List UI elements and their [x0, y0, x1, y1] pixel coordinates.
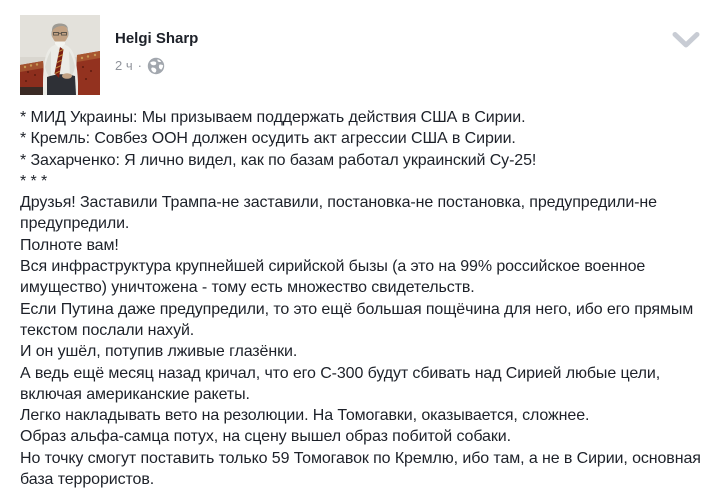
post-text-line: Вся инфраструктура крупнейшей сирийской бызы (а это на 99% российское военное имущество) уничтожена - тому есть множество свидетельств. — [20, 258, 650, 297]
post-text-line: * Захарченко: Я лично видел, как по базам работал украинский Су-25! — [20, 151, 537, 169]
globe-icon — [147, 57, 165, 75]
meta-separator: · — [137, 58, 142, 73]
post-text-line: Образ альфа-самца потух, на сцену вышел образ побитой собаки. — [20, 428, 511, 446]
post-text-line: Полноте вам! — [20, 236, 119, 254]
post-text-line: Друзья! Заставили Трампа-не заставили, постановка-не постановка, предупредили-не предупредили. — [20, 194, 662, 233]
post-meta — [115, 57, 198, 75]
post-text-line: Легко накладывать вето на резолюции. На Томогавки, оказывается, сложнее. — [20, 407, 590, 425]
post-text-line: И он ушёл, потупив лживые глазёнки. — [20, 343, 298, 361]
chevron-down-icon[interactable] — [672, 31, 700, 51]
avatar[interactable] — [20, 15, 100, 95]
timestamp[interactable]: 2 ч — [115, 58, 133, 73]
post-text-line: * МИД Украины: Мы призываем поддержать действия США в Сирии. — [20, 109, 526, 126]
post-header — [20, 15, 198, 95]
post-text-line: А ведь ещё месяц назад кричал, что его С-300 будут сбивать над Сирией любые цели, включая американские ракеты. — [20, 364, 665, 403]
post-text-line: Если Путина даже предупредили, то это ещё большая пощёчина для него, ибо его прямым текстом послали нахуй. — [20, 300, 698, 339]
post-text-line: * * * — [20, 172, 48, 190]
post-header-text — [115, 15, 198, 75]
post-text — [20, 107, 708, 490]
post-text-line: Но точку смогут поставить только 59 Томогавок по Кремлю, ибо там, а не в Сирии, основная база террористов. — [20, 449, 706, 489]
post-text-line: * Кремль: Совбез ООН должен осудить акт агрессии США в Сирии. — [20, 130, 516, 148]
avatar-photo — [20, 15, 100, 95]
author-name[interactable]: Helgi Sharp — [115, 30, 199, 47]
